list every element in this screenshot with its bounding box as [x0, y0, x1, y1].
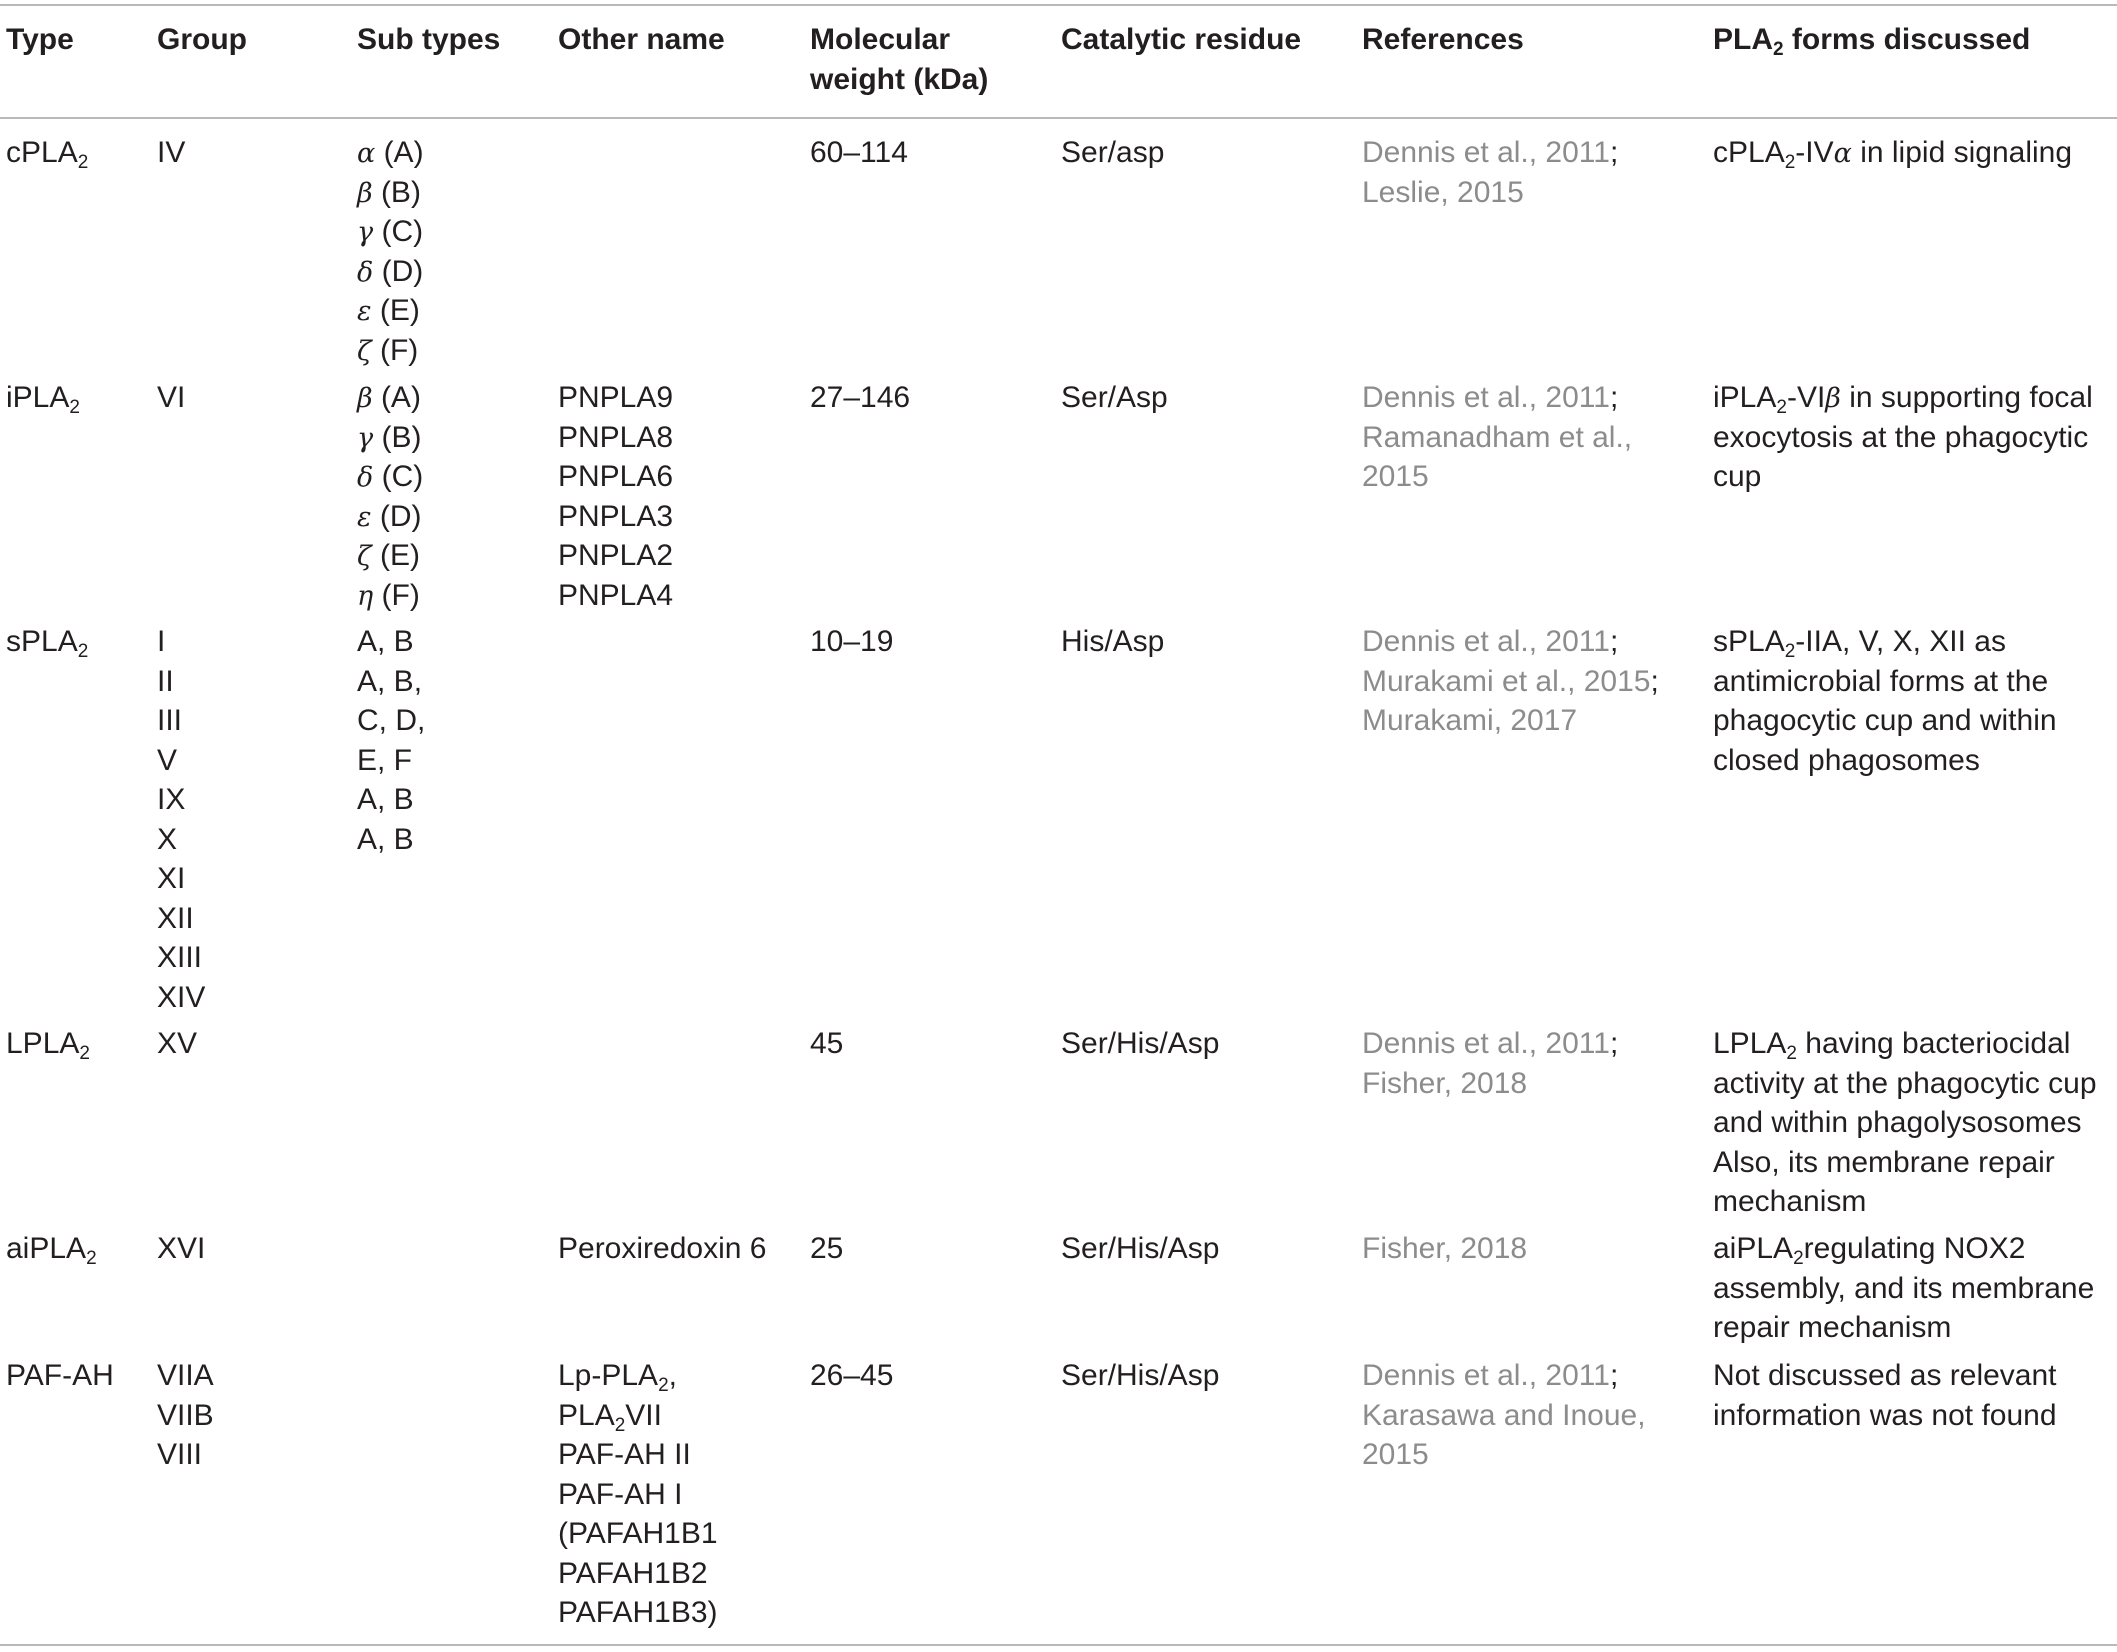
subtype-item: γ (C)	[357, 215, 424, 248]
cpla2-molecular-weight: 60–114	[810, 136, 908, 169]
lpla2-type: $LPLA_2$	[6, 1027, 90, 1064]
aipla2-catalytic-residue: Ser/His/Asp	[1061, 1232, 1220, 1265]
subtype-item: ε (E)	[357, 294, 420, 327]
pafah-type: PAF-AH	[6, 1359, 114, 1392]
subtype-item: ε (D)	[357, 499, 422, 533]
cpla2-forms-discussed: cPLA$_2$-IVα in lipid signaling	[1713, 136, 2073, 173]
pafah-groups: VIIA VIIB VIII	[157, 1359, 214, 1471]
pafah-other-name: $Lp-PLA_2$, $PLA_2VII$ PAF-AH II PAF-AH I (PAFAH1B1 PAFAH1B2 PAFAH1B3)	[558, 1359, 718, 1629]
ipla2-other-name: PNPLA9 PNPLA8 PNPLA6 PNPLA3 PNPLA2 PNPLA4	[558, 381, 674, 612]
pafah-forms-discussed: Not discussed as relevant information was not found	[1713, 1359, 2057, 1432]
spla2-forms-discussed: sPLA$_2$-IIA, V, X, XII as antimicrobial forms at the phagocytic cup and within closed phagosomes	[1713, 625, 2057, 777]
header-molecular-weight	[810, 20, 988, 99]
header-forms-discussed: $PLA_2$ forms discussed	[1713, 23, 2031, 60]
pafah-catalytic-residue: Ser/His/Asp	[1061, 1359, 1220, 1392]
header-references: References	[1362, 23, 1524, 56]
subtype-item: ζ (F)	[357, 333, 419, 367]
spla2-catalytic-residue: His/Asp	[1061, 625, 1165, 658]
table-top-rule	[0, 4, 2117, 6]
reference-link[interactable]: Dennis et al., 2011	[1362, 1359, 1610, 1392]
reference-link[interactable]: 2015	[1362, 1438, 1429, 1471]
header-type: Type	[6, 23, 74, 56]
lpla2-forms-discussed: $LPLA_2$ having bacteriocidal activity at the phagocytic cup and within phagolysosomes Also, its membrane repair mechanism	[1713, 1027, 2097, 1218]
pafah-molecular-weight: 26–45	[810, 1359, 894, 1392]
reference-link[interactable]: Ramanadham et al.,	[1362, 420, 1633, 454]
lpla2-catalytic-residue: Ser/His/Asp	[1061, 1027, 1220, 1060]
aipla2-type: aiPLA$_2$	[6, 1232, 97, 1269]
lpla2-group: XV	[157, 1027, 198, 1060]
header-other-name: Other name	[558, 23, 725, 56]
subtype-item: δ (D)	[357, 254, 424, 288]
table-bottom-rule	[0, 1644, 2117, 1646]
reference-link[interactable]: Fisher, 2018	[1362, 1232, 1528, 1265]
reference-link[interactable]: Dennis et al., 2011	[1362, 1027, 1610, 1060]
reference-link[interactable]: Leslie, 2015	[1362, 175, 1524, 209]
spla2-groups: I II III V IX X XI XII XIII XIV	[157, 625, 206, 1014]
spla2-molecular-weight: 10–19	[810, 625, 894, 658]
header-group: Group	[157, 23, 247, 56]
cpla2-references: Dennis et al., 2011; Leslie, 2015	[1362, 133, 1618, 212]
reference-link[interactable]: Murakami, 2017	[1362, 704, 1578, 737]
ipla2-subtypes	[357, 378, 423, 615]
subtype-item: γ (B)	[357, 420, 422, 454]
lpla2-molecular-weight: 45	[810, 1027, 844, 1060]
ipla2-references: Dennis et al., 2011; Ramanadham et al., 2015	[1362, 378, 1632, 497]
header-subtypes: Sub types	[357, 23, 501, 56]
spla2-type: sPLA$_2$	[6, 625, 89, 662]
lpla2-references: Dennis et al., 2011; Fisher, 2018	[1362, 1024, 1618, 1103]
subtype-item: β (A)	[357, 381, 421, 414]
reference-link[interactable]: Karasawa and Inoue,	[1362, 1398, 1646, 1432]
cpla2-catalytic-residue: Ser/asp	[1061, 136, 1165, 169]
aipla2-forms-discussed: aiPLA$_2$regulating NOX2 assembly, and its membrane repair mechanism	[1713, 1232, 2095, 1344]
pafah-references: Dennis et al., 2011; Karasawa and Inoue, 2015	[1362, 1356, 1646, 1475]
cpla2-group: IV	[157, 136, 186, 169]
spla2-references: Dennis et al., 2011; Murakami et al., 2015; Murakami, 2017	[1362, 622, 1659, 741]
table-header-rule	[0, 117, 2117, 119]
reference-link[interactable]: Dennis et al., 2011	[1362, 381, 1610, 414]
subtype-item: ζ (E)	[357, 539, 420, 572]
reference-link[interactable]: Fisher, 2018	[1362, 1066, 1528, 1100]
subtype-item: δ (C)	[357, 460, 424, 493]
reference-link[interactable]: Murakami et al., 2015	[1362, 664, 1651, 698]
ipla2-molecular-weight: 27–146	[810, 381, 911, 414]
reference-link[interactable]: Dennis et al., 2011	[1362, 625, 1610, 658]
ipla2-catalytic-residue: Ser/Asp	[1061, 381, 1168, 414]
ipla2-type: iPLA$_2$	[6, 381, 80, 418]
ipla2-group: VI	[157, 381, 186, 414]
aipla2-references	[1362, 1229, 1527, 1269]
aipla2-other-name: Peroxiredoxin 6	[558, 1232, 767, 1265]
subtype-item: η (F)	[357, 578, 420, 612]
spla2-subtypes: A, B A, B, C, D, E, F A, B A, B	[357, 625, 426, 856]
subtype-item: β (B)	[357, 175, 421, 209]
header-mw-line1: Molecular	[810, 23, 951, 56]
aipla2-molecular-weight: 25	[810, 1232, 844, 1265]
subtype-item: α (A)	[357, 136, 424, 169]
cpla2-subtypes	[357, 133, 424, 370]
ipla2-forms-discussed: iPLA$_2$-VIβ in supporting focal exocytosis at the phagocytic cup	[1713, 381, 2093, 493]
cpla2-type: cPLA$_2$	[6, 136, 89, 173]
reference-link[interactable]: Dennis et al., 2011	[1362, 136, 1610, 169]
reference-link[interactable]: 2015	[1362, 460, 1429, 493]
header-catalytic-residue: Catalytic residue	[1061, 23, 1302, 56]
header-mw-line2: weight (kDa)	[810, 62, 989, 96]
aipla2-group: XVI	[157, 1232, 206, 1265]
